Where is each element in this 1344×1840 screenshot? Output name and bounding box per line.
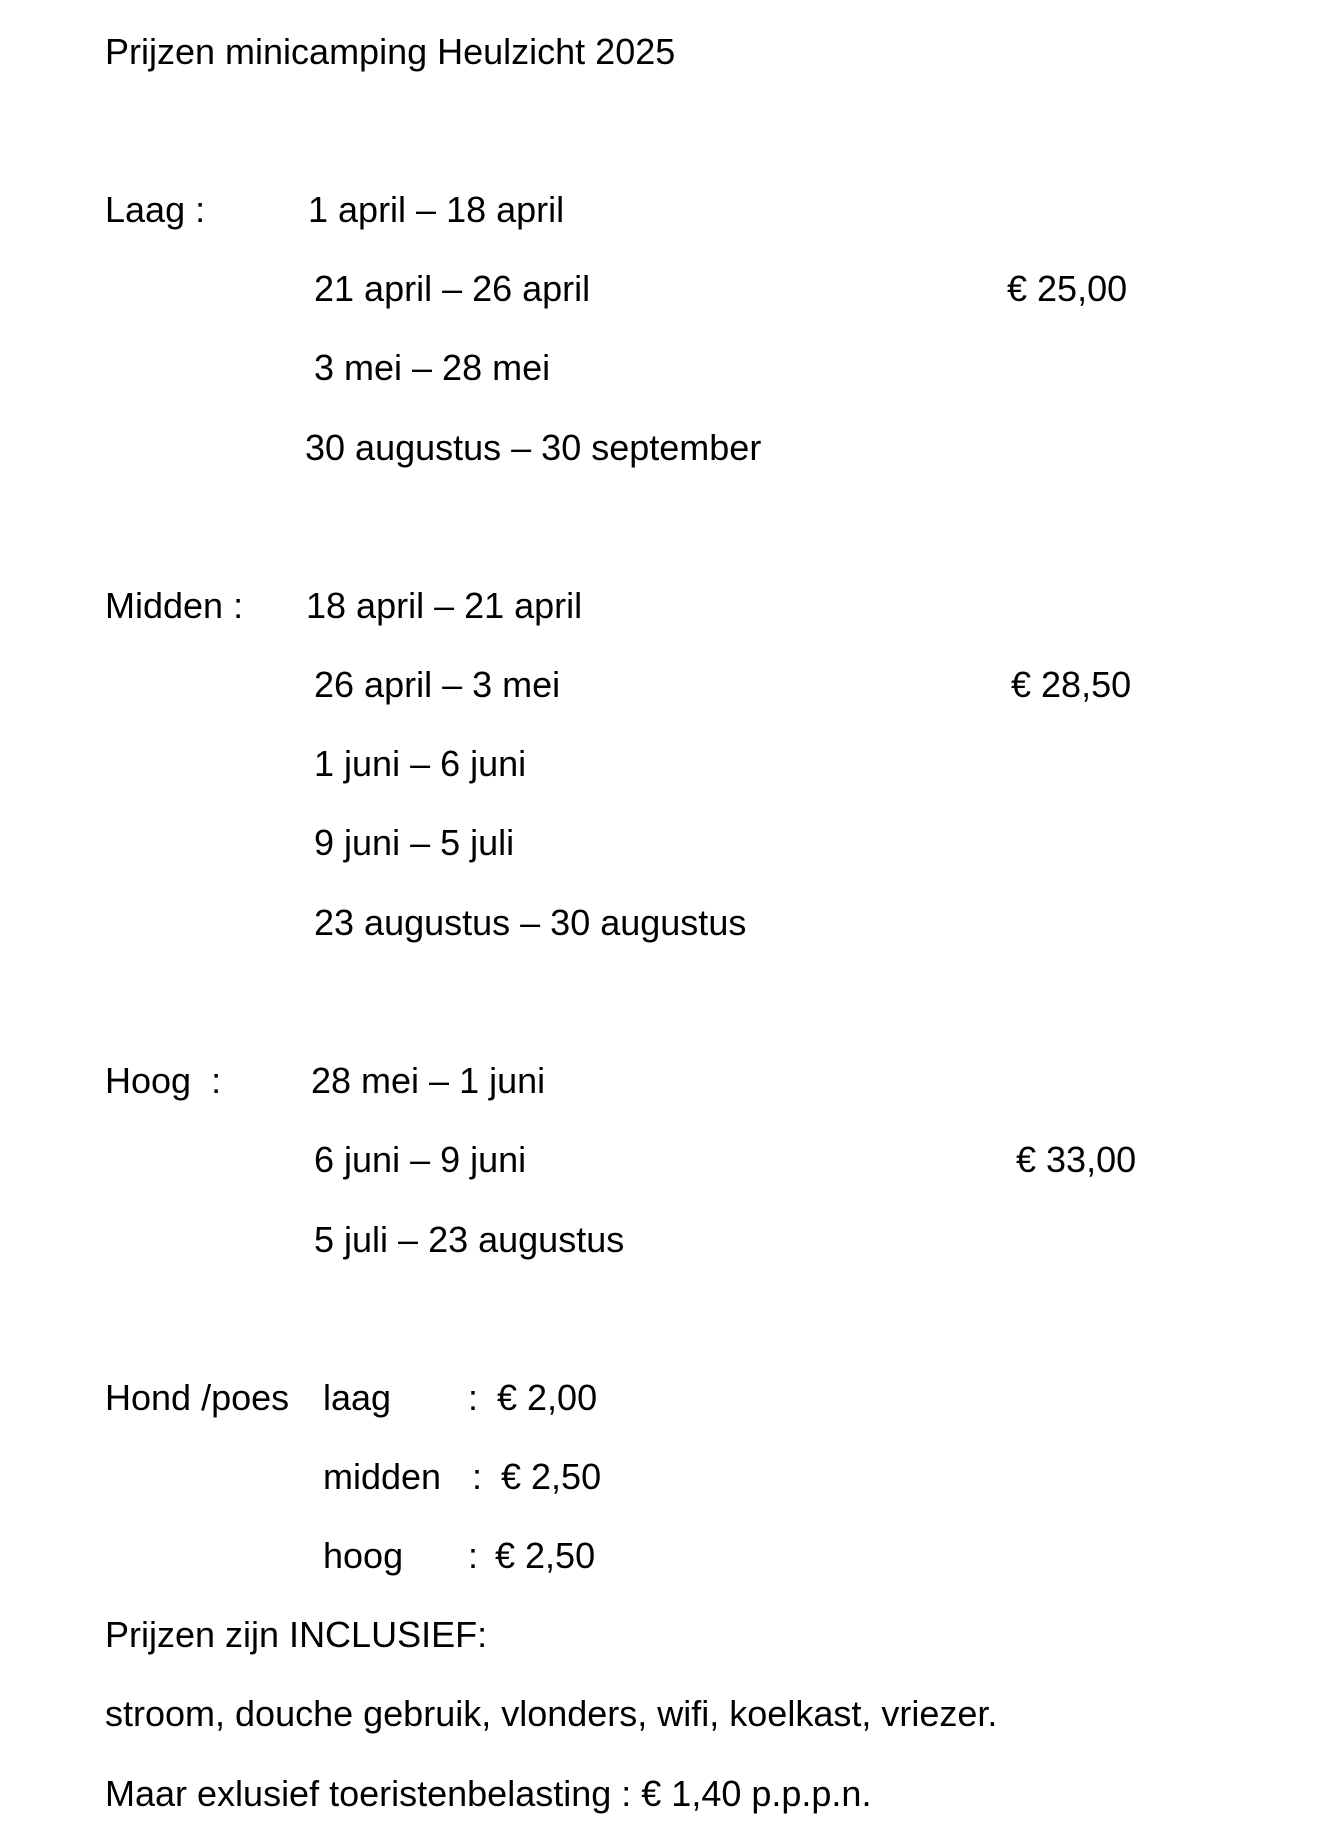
period-midden-1: 18 april – 21 april (306, 585, 583, 626)
pets-sep-laag: : (468, 1377, 479, 1418)
page-title: Prijzen minicamping Heulzicht 2025 (105, 31, 676, 72)
period-laag-4: 30 augustus – 30 september (305, 427, 762, 468)
pets-label: Hond /poes (105, 1377, 290, 1418)
included-heading: Prijzen zijn INCLUSIEF: (105, 1614, 488, 1655)
pets-price-midden: € 2,50 (501, 1456, 602, 1497)
season-label-laag: Laag : (105, 189, 206, 230)
pets-season-midden: midden (323, 1456, 442, 1497)
period-hoog-2: 6 juni – 9 juni (314, 1139, 527, 1180)
pets-price-hoog: € 2,50 (495, 1535, 596, 1576)
period-laag-2: 21 april – 26 april (314, 268, 591, 309)
pets-sep-midden: : (472, 1456, 483, 1497)
exclusive-note: Maar exlusief toeristenbelasting : € 1,40 p.p.p.n. (105, 1773, 872, 1814)
period-midden-4: 9 juni – 5 juli (314, 822, 515, 863)
pets-price-laag: € 2,00 (497, 1377, 598, 1418)
period-laag-1: 1 april – 18 april (308, 189, 565, 230)
period-laag-3: 3 mei – 28 mei (314, 347, 551, 388)
period-hoog-1: 28 mei – 1 juni (311, 1060, 546, 1101)
period-midden-5: 23 augustus – 30 augustus (314, 902, 747, 943)
price-laag: € 25,00 (1007, 268, 1128, 309)
pets-season-laag: laag (323, 1377, 392, 1418)
season-label-midden: Midden : (105, 585, 244, 626)
period-midden-2: 26 april – 3 mei (314, 664, 561, 705)
pets-season-hoog: hoog (323, 1535, 404, 1576)
season-label-hoog: Hoog : (105, 1060, 222, 1101)
price-midden: € 28,50 (1011, 664, 1132, 705)
period-hoog-3: 5 juli – 23 augustus (314, 1219, 625, 1260)
period-midden-3: 1 juni – 6 juni (314, 743, 527, 784)
price-hoog: € 33,00 (1016, 1139, 1137, 1180)
included-items: stroom, douche gebruik, vlonders, wifi, koelkast, vriezer. (105, 1693, 998, 1734)
pets-sep-hoog: : (468, 1535, 479, 1576)
